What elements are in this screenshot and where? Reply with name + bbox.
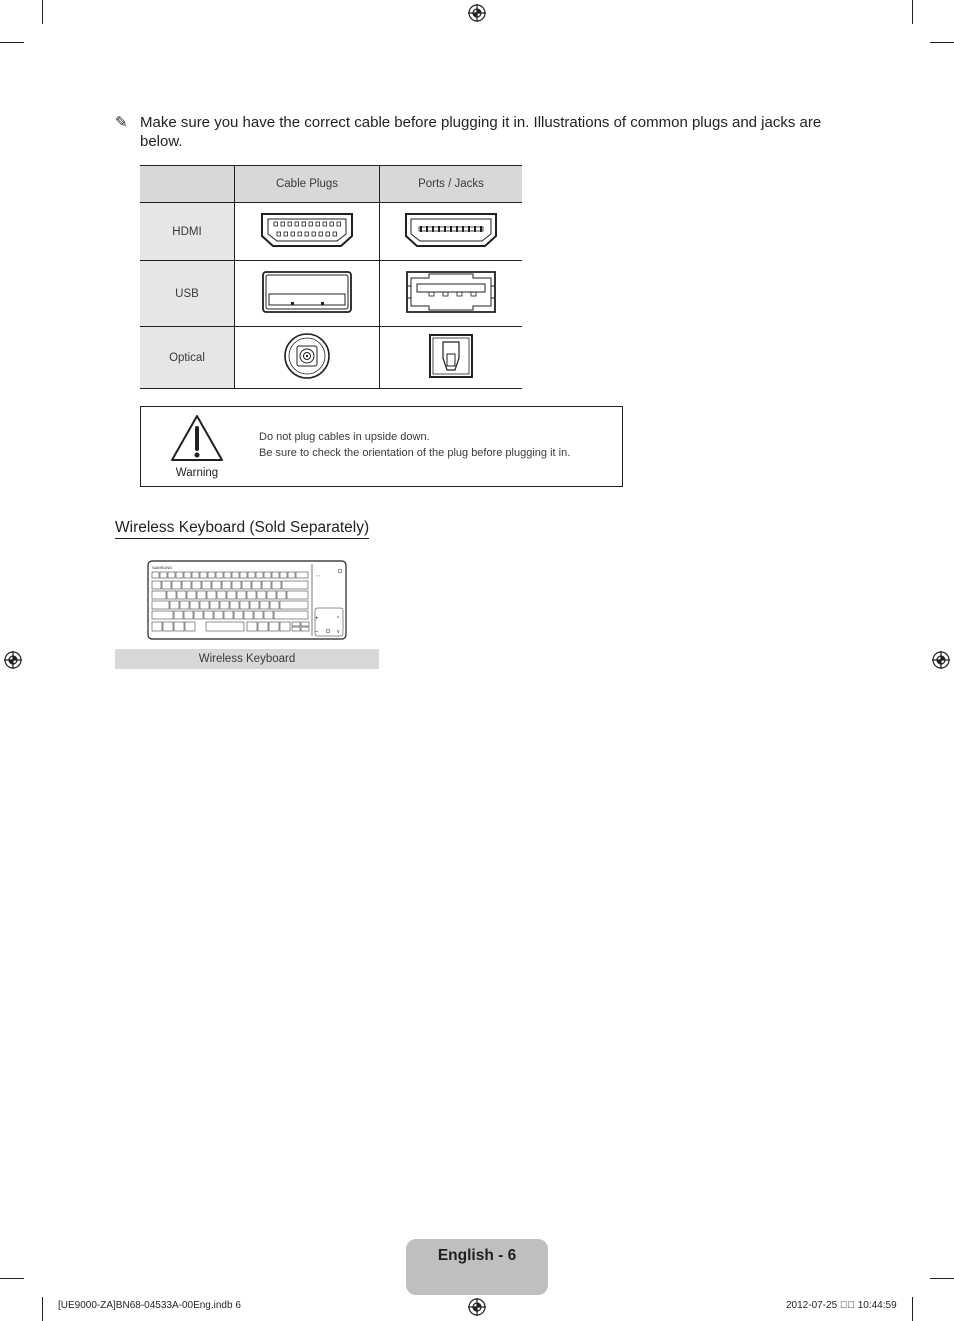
optical-port-icon [427,332,475,380]
row-label-usb: USB [140,261,235,327]
hdmi-plug-cell [235,203,380,261]
svg-text:^: ^ [337,616,340,622]
table-header-row [140,166,522,203]
warning-line-1: Do not plug cables in upside down. [259,431,430,443]
plugs-jacks-table [140,165,522,389]
table-row [140,261,522,327]
optical-plug-icon [283,332,331,380]
svg-text:‹ ›: ‹ › [316,573,320,578]
keyboard-brand: SAMSUNG [152,565,173,570]
warning-line-2: Be sure to check the orientation of the plug before plugging it in. [259,447,571,459]
hdmi-plug-icon [259,210,355,250]
optical-plug-cell [235,327,380,389]
registration-mark-icon [467,1297,487,1317]
page-number-badge [406,1239,548,1295]
page-label: English - 6 [437,1247,517,1264]
warning-label: Warning [175,467,219,479]
crop-mark [42,0,43,24]
crop-mark [0,1278,24,1279]
svg-text:+: + [315,616,319,622]
svg-text:–: – [315,629,319,635]
registration-mark-icon [467,3,487,23]
crop-mark [930,1278,954,1279]
hdmi-port-cell [380,203,523,261]
crop-mark [912,1297,913,1321]
svg-text:v: v [337,629,340,635]
hdmi-port-icon [403,210,499,250]
crop-mark [0,42,24,43]
section-title: Wireless Keyboard (Sold Separately) [115,519,369,539]
usb-port-cell [380,261,523,327]
warning-triangle-icon [169,413,225,463]
usb-plug-cell [235,261,380,327]
warning-box [140,406,623,487]
row-label-optical: Optical [140,327,235,389]
cable-note-text: Make sure you have the correct cable before plugging it in. Illustrations of common plugs and jacks are below. [140,114,822,150]
keyboard-caption: Wireless Keyboard [115,649,379,669]
usb-port-icon [405,270,497,314]
crop-mark [930,42,954,43]
table-header-ports-jacks: Ports / Jacks [380,166,523,203]
table-row [140,327,522,389]
crop-mark [42,1297,43,1321]
footer-file-name: [UE9000-ZA]BN68-04533A-00Eng.indb 6 [58,1300,241,1311]
table-row [140,203,522,261]
registration-mark-icon [931,650,951,670]
warning-message [259,429,570,461]
usb-plug-icon [261,270,353,314]
pencil-note-icon: ✎ [115,114,128,131]
optical-port-cell [380,327,523,389]
footer-datetime: 2012-07-25 ￿￿ 10:44:59 [786,1300,897,1311]
row-label-hdmi: HDMI [140,203,235,261]
crop-mark [912,0,913,24]
registration-mark-icon [3,650,23,670]
table-header-cable-plugs: Cable Plugs [235,166,380,203]
wireless-keyboard-illustration [147,560,347,640]
table-header-empty [140,166,235,203]
